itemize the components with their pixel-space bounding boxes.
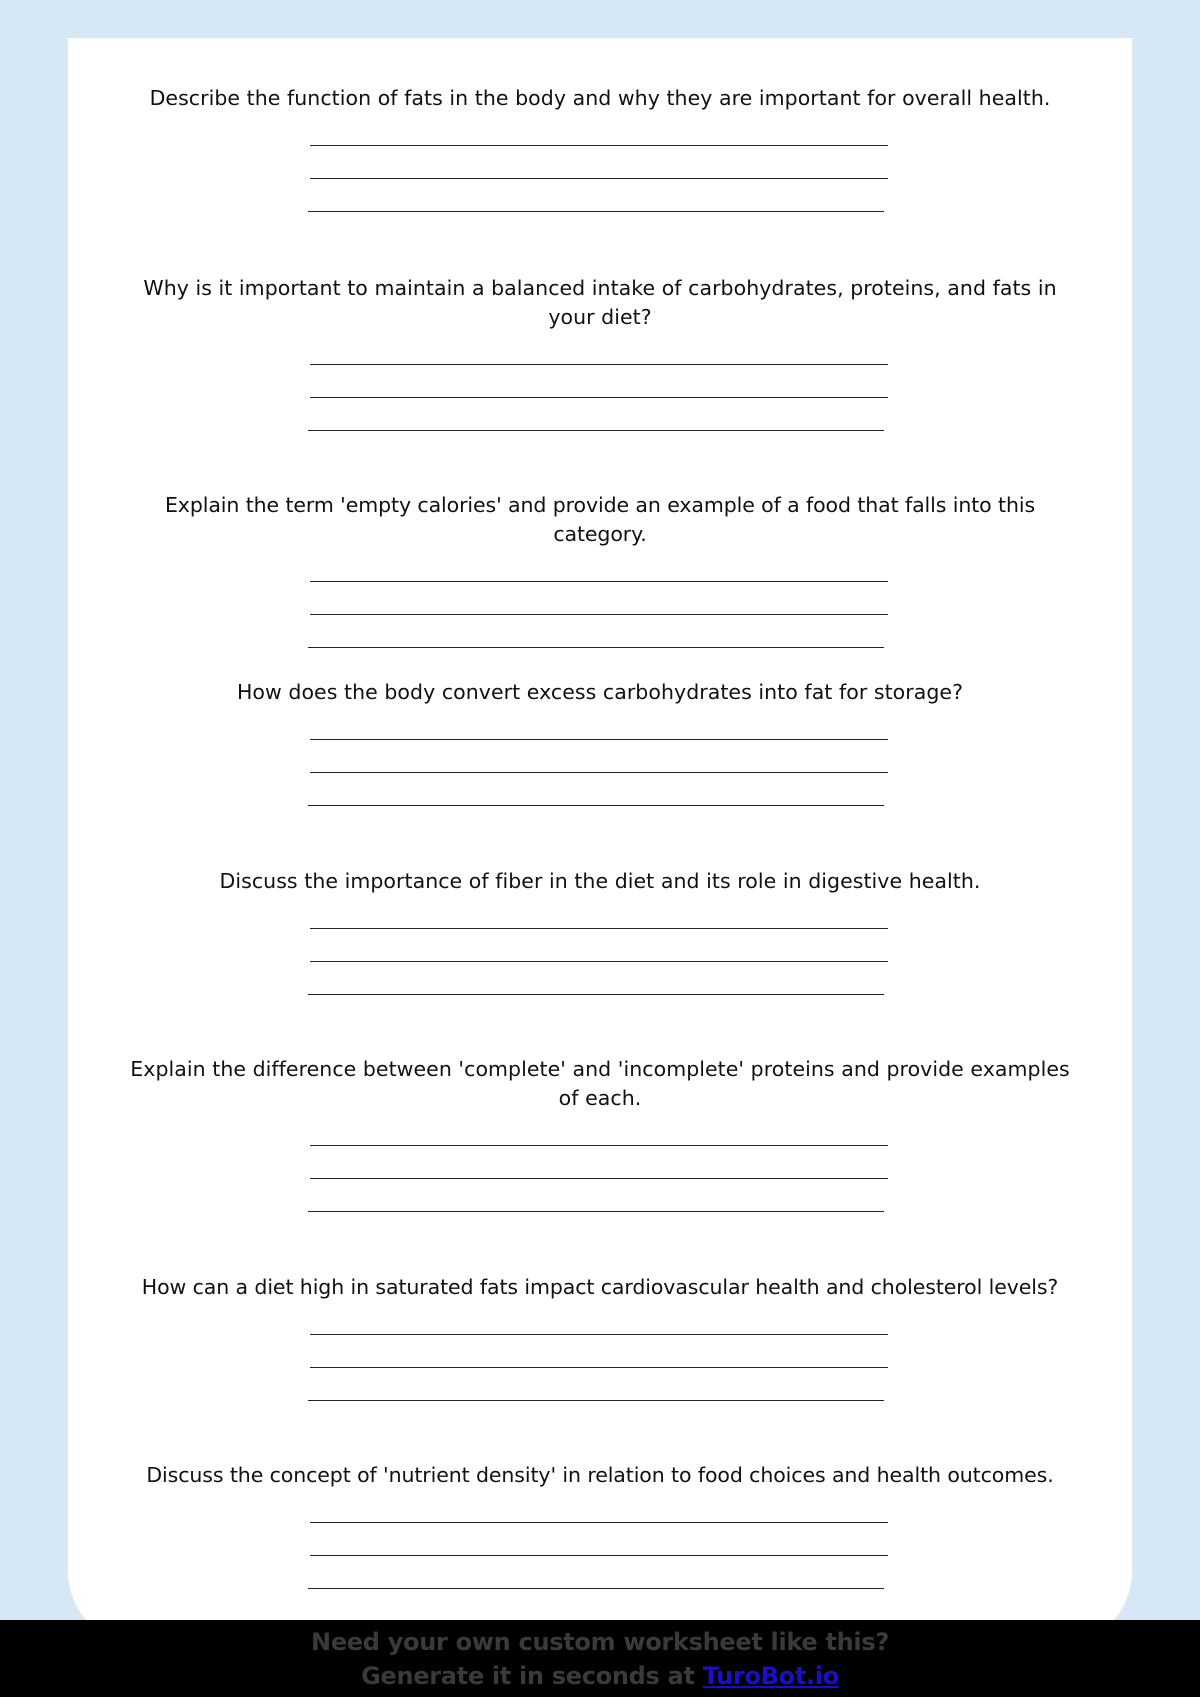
question-text: How can a diet high in saturated fats impact cardiovascular health and cholesterol levels? (141, 1275, 1059, 1299)
answer-lines (300, 1500, 900, 1599)
answer-line[interactable] (300, 906, 900, 939)
answer-line[interactable] (300, 717, 900, 750)
answer-line[interactable] (300, 1378, 900, 1411)
answer-line[interactable] (300, 972, 900, 1005)
question-3 (120, 491, 1080, 658)
turobot-link[interactable]: TuroBot.io (702, 1662, 839, 1690)
answer-line[interactable] (300, 189, 900, 222)
question-5 (120, 867, 1080, 1005)
answer-lines (300, 717, 900, 816)
question-7 (120, 1273, 1080, 1411)
question-text: How does the body convert excess carbohydrates into fat for storage? (236, 680, 964, 704)
answer-line[interactable] (300, 939, 900, 972)
question-4 (120, 678, 1080, 816)
question-text: Describe the function of fats in the body and why they are important for overall health. (149, 86, 1051, 110)
answer-line[interactable] (300, 1533, 900, 1566)
question-text: Explain the difference between 'complete' and 'incomplete' proteins and provide examples of each. (130, 1057, 1070, 1110)
answer-line[interactable] (300, 559, 900, 592)
answer-lines (300, 1312, 900, 1411)
answer-line[interactable] (300, 342, 900, 375)
question-2 (120, 274, 1080, 441)
answer-line[interactable] (300, 123, 900, 156)
answer-line[interactable] (300, 625, 900, 658)
answer-line[interactable] (300, 1312, 900, 1345)
answer-line[interactable] (300, 1123, 900, 1156)
question-text: Explain the term 'empty calories' and provide an example of a food that falls into this category. (164, 493, 1036, 546)
answer-lines (300, 559, 900, 658)
answer-line[interactable] (300, 1566, 900, 1599)
question-text: Discuss the concept of 'nutrient density' in relation to food choices and health outcomes. (146, 1463, 1054, 1487)
answer-line[interactable] (300, 1189, 900, 1222)
question-text: Discuss the importance of fiber in the diet and its role in digestive health. (219, 869, 981, 893)
answer-lines (300, 123, 900, 222)
promo-subline-text: Generate it in seconds at (361, 1662, 703, 1690)
answer-line[interactable] (300, 156, 900, 189)
answer-line[interactable] (300, 750, 900, 783)
promo-subline (0, 1662, 1200, 1690)
worksheet-page (68, 38, 1132, 1644)
question-8 (120, 1461, 1080, 1599)
question-6 (120, 1055, 1080, 1222)
answer-line[interactable] (300, 1500, 900, 1533)
answer-line[interactable] (300, 375, 900, 408)
promo-headline: Need your own custom worksheet like this? (311, 1628, 889, 1656)
answer-line[interactable] (300, 1345, 900, 1378)
answer-lines (300, 1123, 900, 1222)
question-1 (120, 84, 1080, 222)
answer-line[interactable] (300, 783, 900, 816)
question-text: Why is it important to maintain a balanced intake of carbohydrates, proteins, and fats in your diet? (143, 276, 1057, 329)
answer-lines (300, 342, 900, 441)
answer-line[interactable] (300, 1156, 900, 1189)
answer-line[interactable] (300, 592, 900, 625)
answer-line[interactable] (300, 408, 900, 441)
answer-lines (300, 906, 900, 1005)
